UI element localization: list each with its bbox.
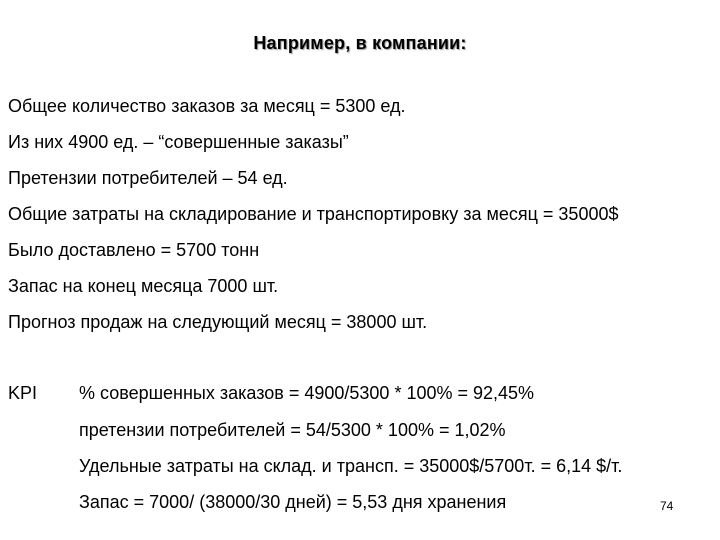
fact-delivered: Было доставлено = 5700 тонн xyxy=(8,240,260,260)
fact-stock: Запас на конец месяца 7000 шт. xyxy=(8,276,279,296)
kpi-unit-costs: Удельные затраты на склад. и трансп. = 35000$/5700т. = 6,14 $/т. xyxy=(79,456,623,476)
kpi-label: KPI xyxy=(8,383,38,403)
kpi-complaints: претензии потребителей = 54/5300 * 100% = 1,02% xyxy=(79,420,506,440)
fact-complaints: Претензии потребителей – 54 ед. xyxy=(8,168,288,188)
kpi-stock-days: Запас = 7000/ (38000/30 дней) = 5,53 дня хранения xyxy=(79,492,507,512)
fact-forecast: Прогноз продаж на следующий месяц = 38000 шт. xyxy=(8,312,428,332)
page-number: 74 xyxy=(660,499,674,513)
kpi-perfect-orders: % совершенных заказов = 4900/5300 * 100% = 92,45% xyxy=(79,383,535,403)
fact-costs: Общие затраты на складирование и транспортировку за месяц = 35000$ xyxy=(8,204,619,224)
slide-title: Например, в компании: xyxy=(253,33,467,53)
fact-total-orders: Общее количество заказов за месяц = 5300 ед. xyxy=(8,96,406,116)
fact-perfect-orders: Из них 4900 ед. – “совершенные заказы” xyxy=(8,132,349,152)
